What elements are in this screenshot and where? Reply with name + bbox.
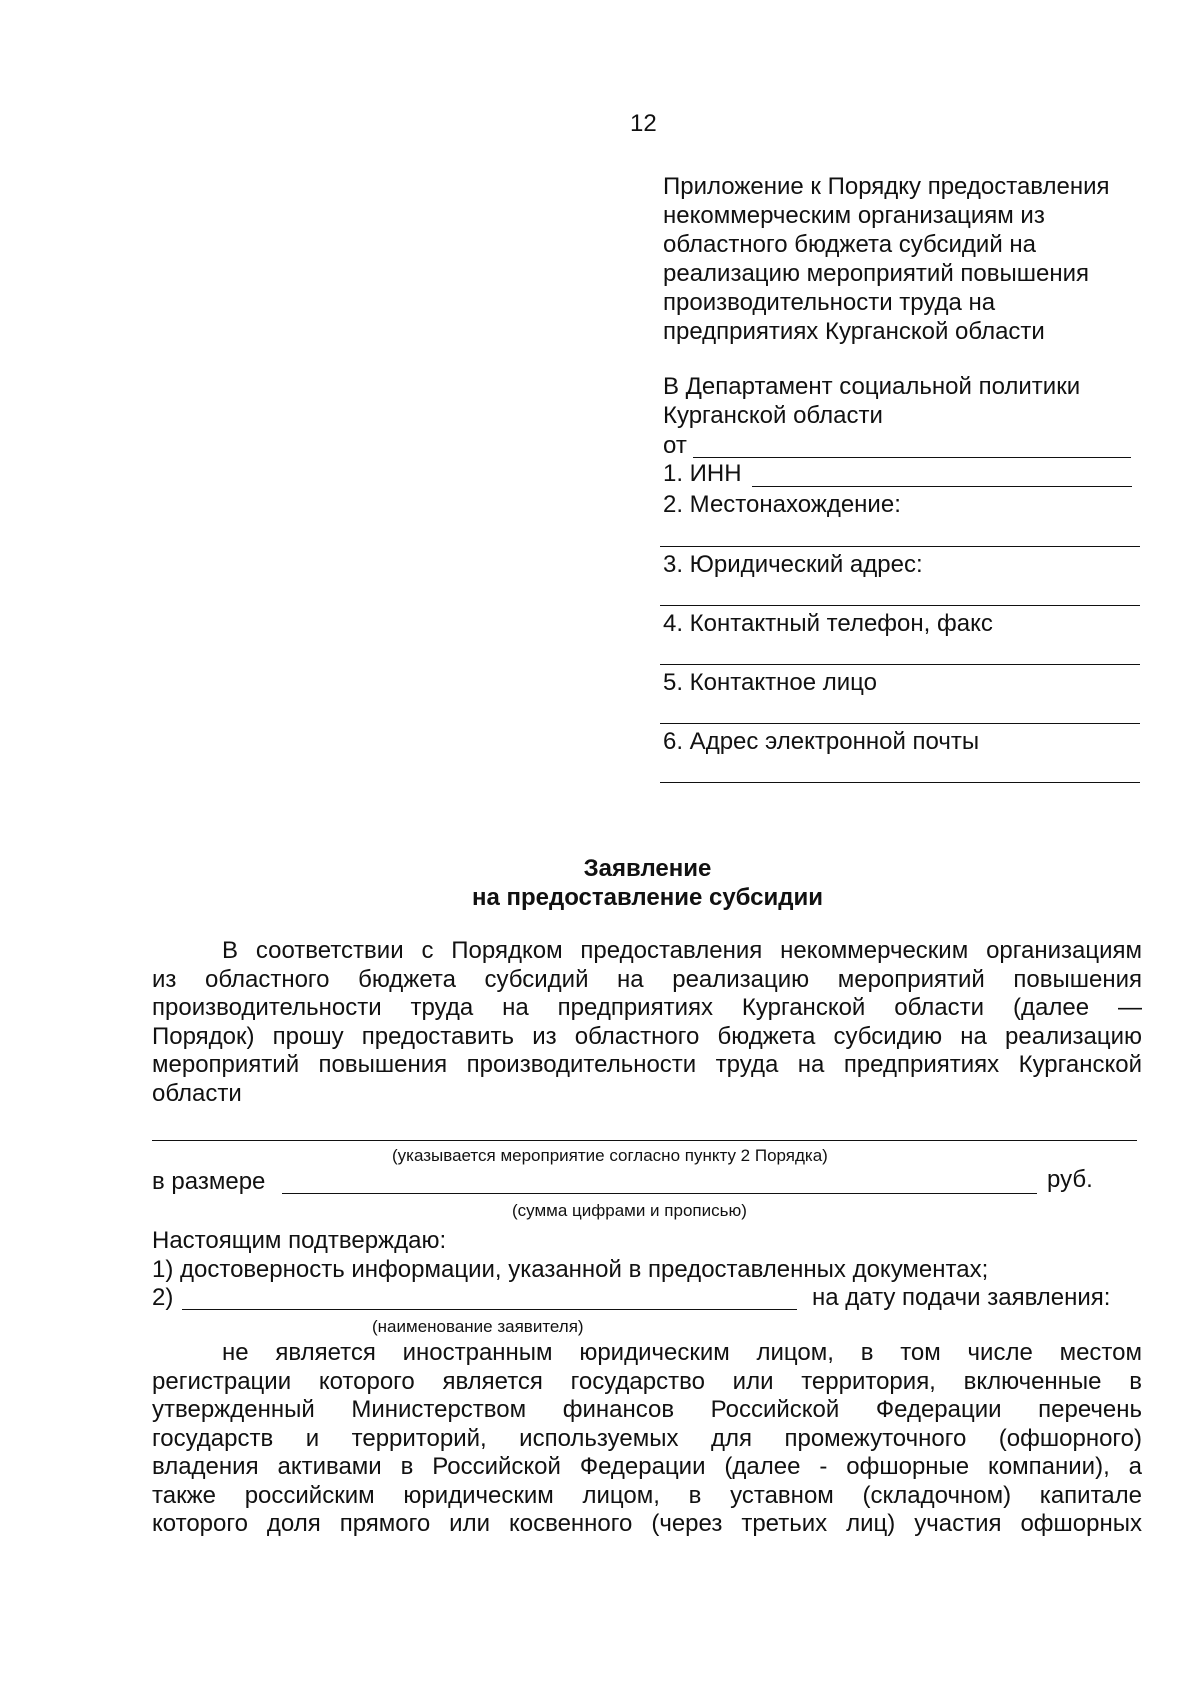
appendix-line: некоммерческим организациям из (663, 202, 1045, 229)
appendix-line: реализацию мероприятий повышения (663, 260, 1089, 287)
paragraph-line: мероприятий повышения производительности труда на предприятиях Курганской (152, 1051, 1142, 1078)
currency-label: руб. (1047, 1166, 1093, 1193)
document-subtitle: на предоставление субсидии (471, 884, 824, 911)
paragraph-line: регистрации которого является государство или территория, включенные в (152, 1367, 1142, 1395)
paragraph-line: В соответствии с Порядком предоставления некоммерческим организациям (222, 937, 1142, 964)
addressee-block (663, 372, 1143, 430)
declaration-paragraph (152, 1339, 1142, 1539)
amount-field-line[interactable] (282, 1193, 1037, 1194)
legal-address-field-line[interactable] (660, 605, 1140, 606)
document-title: Заявление (583, 855, 712, 882)
sum-note: (сумма цифрами и прописью) (512, 1201, 747, 1220)
confirm-item-2-suffix: на дату подачи заявления: (812, 1284, 1111, 1311)
event-note: (указывается мероприятие согласно пункту 2 Порядка) (392, 1146, 828, 1165)
confirm-heading: Настоящим подтверждаю: (152, 1227, 447, 1254)
paragraph-line: Порядок) прошу предоставить из областного бюджета субсидию на реализацию (152, 1022, 1142, 1050)
from-field-line[interactable] (693, 457, 1131, 458)
paragraph-line: утвержденный Министерством финансов Российской Федерации перечень (152, 1396, 1142, 1423)
phone-field-line[interactable] (660, 664, 1140, 665)
request-paragraph (152, 937, 1142, 1108)
appendix-line: предприятиях Курганской области (663, 318, 1045, 345)
from-label: от (663, 432, 687, 459)
event-field-line[interactable] (152, 1140, 1137, 1141)
amount-label: в размере (152, 1168, 266, 1195)
email-field-line[interactable] (660, 782, 1140, 783)
contact-person-label: 5. Контактное лицо (663, 669, 877, 696)
applicant-name-field-line[interactable] (182, 1309, 797, 1310)
addressee-line: В Департамент социальной политики (663, 373, 1081, 400)
appendix-header (663, 172, 1183, 346)
paragraph-line: также российским юридическим лицом, в уставном (складочном) капитале (152, 1481, 1142, 1509)
paragraph-line: из областного бюджета субсидий на реализацию мероприятий повышения (152, 965, 1142, 993)
confirm-item-1: 1) достоверность информации, указанной в предоставленных документах; (152, 1256, 989, 1283)
paragraph-line: области (152, 1079, 242, 1107)
inn-field-line[interactable] (752, 486, 1132, 487)
appendix-line: областного бюджета субсидий на (663, 231, 1037, 258)
addressee-line: Курганской области (663, 402, 883, 429)
location-label: 2. Местонахождение: (663, 491, 901, 518)
paragraph-line: которого доля прямого или косвенного (через третьих лиц) участия офшорных (152, 1510, 1142, 1537)
appendix-line: производительности труда на (663, 289, 996, 316)
inn-label: 1. ИНН (663, 460, 742, 487)
paragraph-line: владения активами в Российской Федерации (далее - офшорные компании), а (152, 1453, 1142, 1480)
page-number: 12 (630, 110, 657, 137)
location-field-line[interactable] (660, 546, 1140, 547)
paragraph-line: не является иностранным юридическим лицом, в том числе местом (222, 1339, 1142, 1366)
contact-person-field-line[interactable] (660, 723, 1140, 724)
phone-label: 4. Контактный телефон, факс (663, 610, 993, 637)
email-label: 6. Адрес электронной почты (663, 728, 980, 755)
legal-address-label: 3. Юридический адрес: (663, 551, 923, 578)
appendix-line: Приложение к Порядку предоставления (663, 173, 1110, 200)
paragraph-line: производительности труда на предприятиях Курганской области (далее — (152, 994, 1142, 1021)
paragraph-line: государств и территорий, используемых для промежуточного (офшорного) (152, 1424, 1142, 1452)
confirm-item-2-number: 2) (152, 1284, 174, 1311)
applicant-note: (наименование заявителя) (372, 1317, 584, 1336)
